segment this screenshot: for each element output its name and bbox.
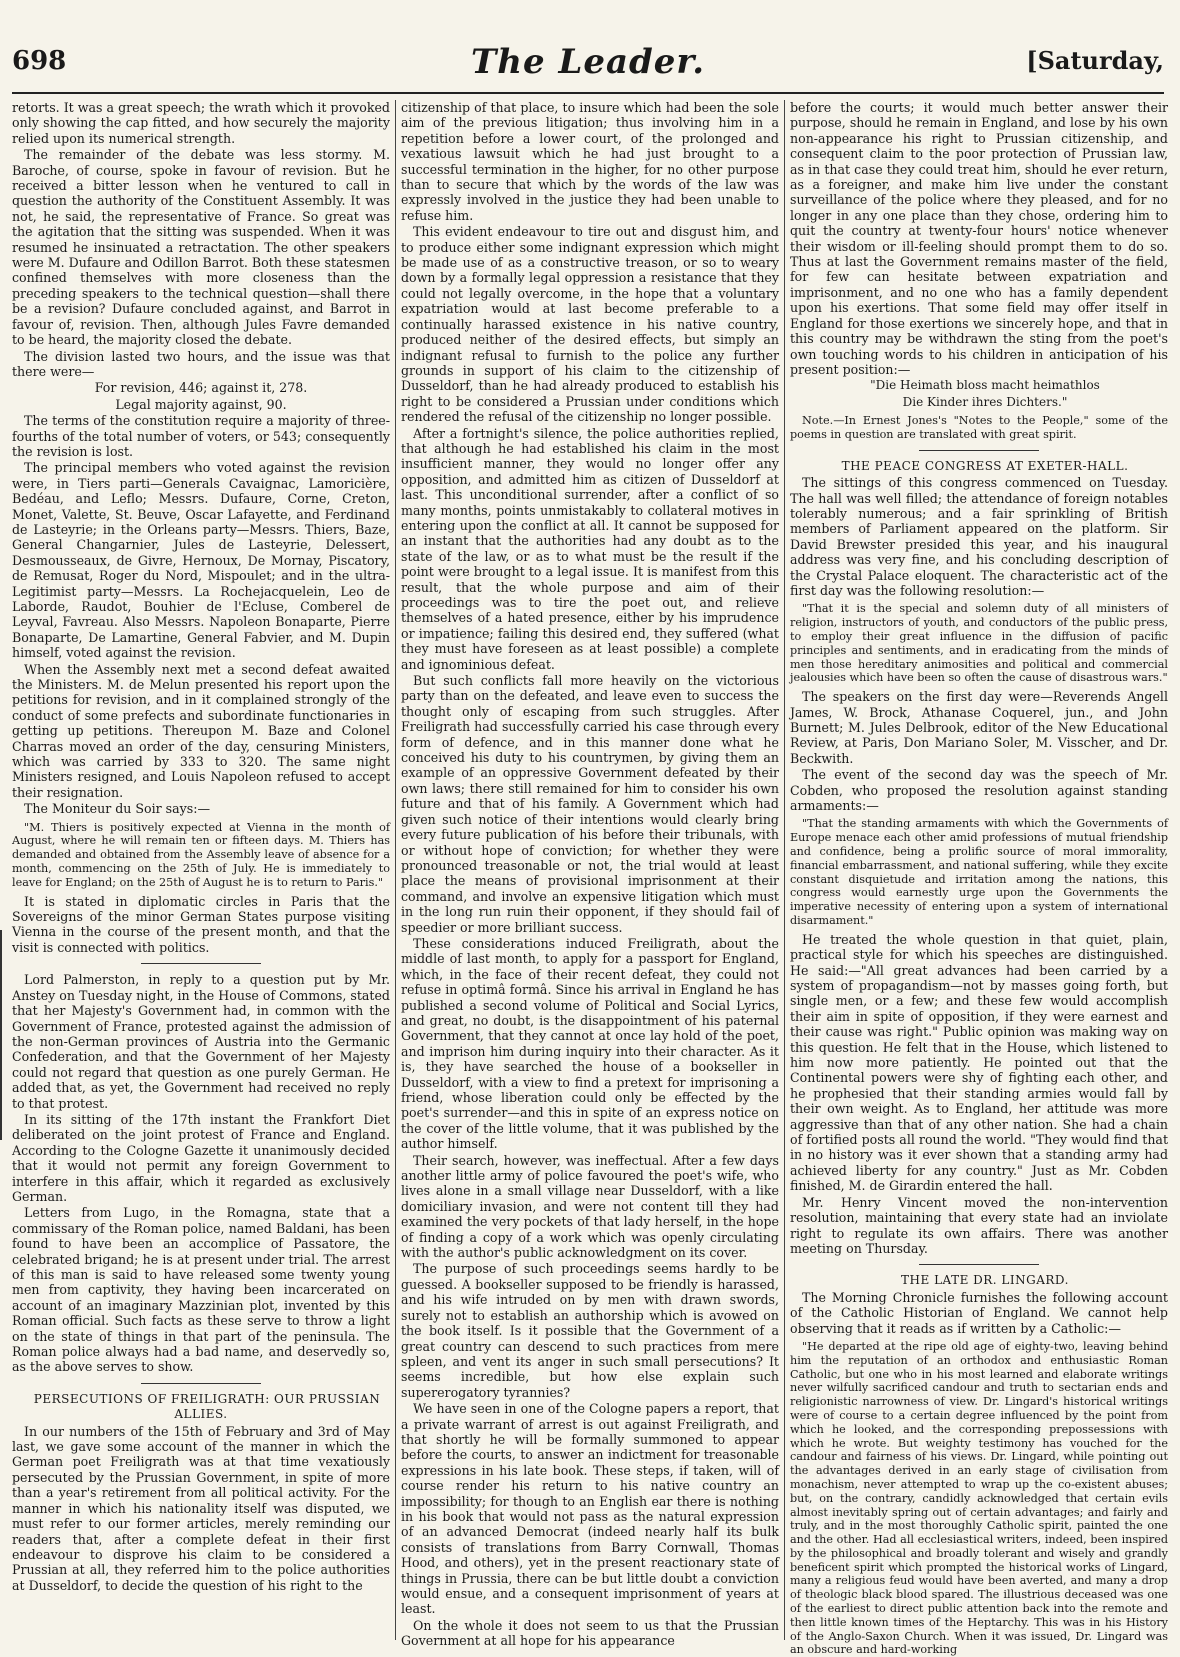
poem-line: Die Kinder ihres Dichters." <box>902 394 1068 409</box>
paragraph: The division lasted two hours, and the issue was that there were— <box>12 348 390 379</box>
date-fragment: [Saturday, <box>1026 46 1164 75</box>
margin-bracket <box>0 930 10 1140</box>
column-divider <box>784 100 785 1640</box>
paragraph: The terms of the constitution require a majority of three-fourths of the total number of voters, or 543; consequently the revision is lost. <box>12 413 390 459</box>
newspaper-title: The Leader. <box>470 42 706 82</box>
paragraph: In our numbers of the 15th of February and 3rd of May last, we gave some account of the manner in which the German poet Freiligrath was at that time vexatiously persecuted by the Prussian Government, in spite of more than a year's retirement from all political activity. For the manner in which his nationality itself was disputed, we must refer to our former articles, merely reminding our readers that, after a complete defeat in their first endeavour to disprove his claim to be considered a Prussian at all, they referred him to the police authorities at Dusseldorf, to decide the question of his right to the <box>12 1423 390 1593</box>
page-number: 698 <box>12 46 67 76</box>
paragraph: The speakers on the first day were—Reverends Angell James, W. Brock, Athanase Coquerel, jun., and John Burnett; M. Jules Delbrook, editor of the New Educational Review, at Paris, Don Mariano Soler, M. Visscher, and Dr. Beckwith. <box>790 689 1168 766</box>
paragraph: We have seen in one of the Cologne papers a report, that a private warrant of arrest is out against Freiligrath, and that shortly he will be formally summoned to appear before the courts, to answer an indictment for treasonable expressions in his late book. These steps, if taken, will of course render his return to his native country an impossibility; for though to an English ear there is nothing in his book that would not pass as the natural expression of an advanced Democrat (indeed nearly half its bulk consists of translations from Barry Cornwall, Thomas Hood, and others), yet in the present reactionary state of things in Prussia, there can be but little doubt a conviction would ensue, and a consequent imprisonment of years at least. <box>401 1401 779 1617</box>
paragraph: But such conflicts fall more heavily on the victorious party than on the defeated, and leave even to success the thought only of escaping from such struggles. After Freiligrath had successfully carried his case through every form of defence, and in this manner done what he conceived his duty to his countrymen, by giving them an example of an oppressive Government defeated by their own laws; there still remained for him to consider his own future and that of his family. A Government which had given such notice of their intentions would clearly bring every future publication of his before their tribunals, with or without hope of conviction; for whether they were pronounced treasonable or not, the trial would at least place the means of provisional imprisonment at their command, and involve an expensive litigation which must in the long run ruin their opponent, if they should fail of speedier or more brilliant success. <box>401 673 779 935</box>
column-1 <box>12 100 390 1640</box>
paragraph: In its sitting of the 17th instant the Frankfort Diet deliberated on the joint protest of France and England. According to the Cologne Gazette it unanimously decided that it would not permit any foreign Government to interfere in this affair, which it regarded as exclusively German. <box>12 1111 390 1204</box>
vote-result: For revision, 446; against it, 278. <box>94 380 308 396</box>
paragraph: He treated the whole question in that quiet, plain, practical style for which his speeches are distinguished. He said:—"All great advances had been carried by a system of propagandism—not by masses going forth, but single men, or a few; and these few would accomplish their aim in spite of opposition, if they were earnest and their cause was right." Public opinion was making way on this question. He felt that in the House, which listened to him now more patiently. He pointed out that the Continental powers were shy of fighting each other, and he prophesied that their standing armies would fall by their own weight. As to England, her attitude was more aggressive than that of any other nation. She had a chain of fortified posts all round the world. "They would find that in no history was it ever shown that a standing army had achieved liberty for any country." Just as Mr. Cobden finished, M. de Girardin entered the hall. <box>790 931 1168 1194</box>
paragraph: Their search, however, was ineffectual. After a few days another little army of police favoured the poet's wife, who lives alone in a small village near Dusseldorf, with a like domiciliary invasion, and were not content till they had examined the very pockets of that lady herself, in the hope of finding a copy of a work which was openly circulating with the author's public acknowledgment on its cover. <box>401 1152 779 1261</box>
vote-majority: Legal majority against, 90. <box>115 396 287 412</box>
paragraph: before the courts; it would much better answer their purpose, should he remain in England, and lose by his own non-appearance his right to Prussian citizenship, and consequent claim to the poor protection of Prussian law, as in that case they could treat him, should he ever return, as a foreigner, and make him live under the constant surveillance of the police where they pleased, and for no longer in any one place than they chose, ordering him to quit the country at twenty-four hours' notice whenever their wisdom or ill-feeling should prompt them to do so. Thus at last the Government remains master of the field, for few can hesitate between expatriation and imprisonment, and no one who has a family dependent upon his exertions. That some field may offer itself in England for those exertions we sincerely hope, and that in this country may be withdrawn the sting from the poet's own touching words to his children in anticipation of his present position:— <box>790 100 1168 377</box>
paragraph: After a fortnight's silence, the police authorities replied, that although he had established his claim in the most insufficient manner, they would no longer offer any opposition, and admitted him as citizen of Dusseldorf at last. This unconditional surrender, after a conflict of so many months, points unmistakably to collateral motives in entering upon the conflict at all. It cannot be supposed for an instant that the authorities had any doubt as to the state of the law, or as to what must be the result if the point were brought to a legal issue. It is manifest from this result, that the whole purpose and aim of their proceedings was to tire the poet out, and relieve themselves of a hated presence, either by his imprudence or impatience; failing this desired end, they suffered (what they must have foreseen as at least possible) a complete and ignominious defeat. <box>401 425 779 672</box>
paragraph: The event of the second day was the speech of Mr. Cobden, who proposed the resolution against standing armaments:— <box>790 767 1168 813</box>
section-heading: THE LATE DR. LINGARD. <box>901 1273 1069 1288</box>
paragraph: The Moniteur du Soir says:— <box>24 801 211 817</box>
masthead <box>12 40 1164 88</box>
quotation: "M. Thiers is positively expected at Vienna in the month of August, where he will remain ten or fifteen days. M. Thiers has demanded and obtained from the Assembly leave of absence for a month, commencing on the 25th of July. He is immediately to leave for England; on the 25th of August he is to return to Paris." <box>12 820 390 889</box>
column-3 <box>790 100 1168 1657</box>
quotation: "That the standing armaments with which the Governments of Europe menace each other amid professions of mutual friendship and confidence, being a prolific source of moral immorality, financial embarrassment, and national suffering, while they excite constant disquietude and irritation among the nations, this congress would earnestly urge upon the Governments the imperative necessity of entering upon a system of international disarmament." <box>790 817 1168 927</box>
header-rule <box>12 92 1164 94</box>
section-rule <box>141 963 261 964</box>
paragraph: Mr. Henry Vincent moved the non-intervention resolution, maintaining that every state had an inviolate right to regulate its own affairs. There was another meeting on Thursday. <box>790 1194 1168 1256</box>
section-rule <box>141 1383 261 1384</box>
note: Note.—In Ernest Jones's "Notes to the People," some of the poems in question are translated with great spirit. <box>790 414 1168 441</box>
quotation: "That it is the special and solemn duty of all ministers of religion, instructors of youth, and conductors of the public press, to employ their great influence in the diffusion of pacific principles and sentiments, and in eradicating from the minds of men those hereditary animosities and political and commercial jealousies which have been so often the cause of disastrous wars." <box>790 602 1168 685</box>
paragraph: The principal members who voted against the revision were, in Tiers parti—Generals Cavaignac, Lamoricière, Bedéau, and Leflo; Messrs. Dufaure, Corne, Creton, Monet, Valette, St. Beuve, Oscar Lafayette, and Ferdinand de Lasteyrie; in the Orleans party—Messrs. Thiers, Baze, General Changarnier, Jules de Lasteyrie, Delessert, Desmousseaux, de Givre, Hernoux, De Mornay, Piscatory, de Remusat, Roger du Nord, Mispoulet; and in the ultra-Legitimist party—Messrs. La Rochejacquelein, Leo de Laborde, Raudot, Bouhier de l'Ecluse, Comberel de Leyval, Favreau. Also Messrs. Napoleon Bonaparte, Pierre Bonaparte, De Lamartine, General Fabvier, and M. Dupin himself, voted against the revision. <box>12 460 390 661</box>
section-rule <box>919 450 1039 451</box>
column-divider <box>395 100 396 1640</box>
paragraph: retorts. It was a great speech; the wrath which it provoked only showing the cap fitted, and how securely the majority relied upon its numerical strength. <box>12 100 390 146</box>
section-heading: THE PEACE CONGRESS AT EXETER-HALL. <box>841 458 1129 473</box>
paragraph: Letters from Lugo, in the Romagna, state that a commissary of the Roman police, named Baldani, has been found to have been an accomplice of Passatore, the celebrated brigand; he is at present under trial. The arrest of this man is said to have released some twenty young men from captivity, they having been incarcerated on account of an imaginary Mazzinian plot, invented by this Roman official. Such facts as these serve to throw a light on the state of things in that part of the peninsula. The Roman police always had a bad name, and deservedly so, as the above serves to show. <box>12 1205 390 1375</box>
quotation: "He departed at the ripe old age of eighty-two, leaving behind him the reputation of an orthodox and enthusiastic Roman Catholic, but one who in his most learned and elaborate writings never wilfully sacrificed candour and truth to sectarian ends and religionistic narrowness of view. Dr. Lingard's historical writings were of course to a certain degree influenced by the point from which he looked, and the corresponding prepossessions with which he wrote. But weighty testimony has vouched for the candour and fairness of his views. Dr. Lingard, while pointing out the advantages derived in an early stage of civilisation from monachism, never attempted to wrap up the co-existent abuses; but, on the contrary, candidly acknowledged that certain evils almost inevitably spring out of certain advantages; and fairly and truly, and in the most thoroughly Catholic spirit, painted the one and the other. Had all ecclesiastical writers, indeed, been inspired by the philosophical and broadly tolerant and wisely and grandly beneficent spirit which prompted the historical works of Lingard, many a religious feud would have been averted, and many a drop of theologic black blood spared. The illustrious deceased was one of the earliest to direct public attention back into the remote and then little known times of the Heptarchy. This was in his History of the Anglo-Saxon Church. When it was issued, Dr. Lingard was an obscure and hard-working <box>790 1339 1168 1657</box>
section-rule <box>919 1264 1039 1265</box>
paragraph: The remainder of the debate was less stormy. M. Baroche, of course, spoke in favour of revision. But he received a bitter lesson when he ventured to call in question the authority of the Constituent Assembly. It was not, he said, the representative of France. So great was the agitation that the sitting was suspended. When it was resumed he insinuated a retractation. The other speakers were M. Dufaure and Odillon Barrot. Both these statesmen confined themselves with more closeness than the preceding speakers to the technical question—shall there be a revision? Dufaure concluded against, and Barrot in favour of, revision. Then, although Jules Favre demanded to be heard, the majority closed the debate. <box>12 147 390 348</box>
poem-line: "Die Heimath bloss macht heimathlos <box>870 378 1100 393</box>
section-heading: PERSECUTIONS OF FREILIGRATH: OUR PRUSSIAN ALLIES. <box>33 1391 381 1422</box>
paragraph: The Morning Chronicle furnishes the following account of the Catholic Historian of England. We cannot help observing that it reads as if written by a Catholic:— <box>790 1289 1168 1336</box>
paragraph: On the whole it does not seem to us that the Prussian Government at all hope for his appearance <box>401 1617 779 1649</box>
paragraph: citizenship of that place, to insure which had been the sole aim of the previous litigation; thus involving him in a repetition before a lower court, of the prolonged and vexatious lawsuit which he had just brought to a successful termination in the higher, for no other purpose than to secure that which by the words of the law was expressly involved in the justice they had been unable to refuse him. <box>401 100 779 223</box>
paragraph: Lord Palmerston, in reply to a question put by Mr. Anstey on Tuesday night, in the House of Commons, stated that her Majesty's Government had, in common with the Government of France, protested against the admission of the non-German provinces of Austria into the Germanic Confederation, and that the Government of her Majesty could not regard that question as one purely German. He added that, as yet, the Government had received no reply to that protest. <box>12 972 390 1111</box>
column-2 <box>401 100 779 1649</box>
paragraph: The purpose of such proceedings seems hardly to be guessed. A bookseller supposed to be friendly is harassed, and his wife intruded on by men with drawn swords, surely not to establish an authorship which is avowed on the book itself. Is it possible that the Government of a great country can descend to such practices from mere spleen, and vent its anger in such small persecutions? It seems incredible, but how else explain such supererogatory tyrannies? <box>401 1261 779 1400</box>
paragraph: These considerations induced Freiligrath, about the middle of last month, to apply for a passport for England, which, in the face of their recent defeat, they could not refuse in optimâ formâ. Since his arrival in England he has published a second volume of Political and Social Lyrics, and great, no doubt, is the disappointment of his paternal Government, that they cannot at once lay hold of the poet, and imprison him during inquiry into their character. As it is, they have searched the house of a bookseller in Dusseldorf, with a view to find a pretext for imprisoning a friend, whose liberation could only be effected by the poet's surrender—and this in spite of an express notice on the cover of the little volume, that it was published by the author himself. <box>401 935 779 1152</box>
paragraph: It is stated in diplomatic circles in Paris that the Sovereigns of the minor German States purpose visiting Vienna in the course of the present month, and that the visit is connected with politics. <box>12 893 390 955</box>
paragraph: The sittings of this congress commenced on Tuesday. The hall was well filled; the attendance of foreign notables tolerably numerous; and a fair sprinkling of British members of Parliament appeared on the platform. Sir David Brewster presided this year, and his inaugural address was very fine, and his concluding description of the Crystal Palace eloquent. The characteristic act of the first day was the following resolution:— <box>790 475 1168 598</box>
paragraph: When the Assembly next met a second defeat awaited the Ministers. M. de Melun presented his report upon the petitions for revision, and in it complained strongly of the conduct of some prefects and subordinate functionaries in getting up petitions. Thereupon M. Baze and Colonel Charras moved an order of the day, censuring Ministers, which was carried by 333 to 320. The same night Ministers resigned, and Louis Napoleon refused to accept their resignation. <box>12 661 390 800</box>
paragraph: This evident endeavour to tire out and disgust him, and to produce either some indignant expression which might be made use of as a constructive treason, or so to weary down by a formally legal oppression a resistance that they could not legally overcome, in the hope that a voluntary expatriation would at last become preferable to a continually harassed existence in his native country, produced neither of the desired effects, but simply an indignant refusal to furnish to the police any further grounds in support of his claim to the citizenship of Dusseldorf, than he had already produced to establish his right to be considered a Prussian under conditions which rendered the refusal of the citizenship no longer possible. <box>401 224 779 425</box>
